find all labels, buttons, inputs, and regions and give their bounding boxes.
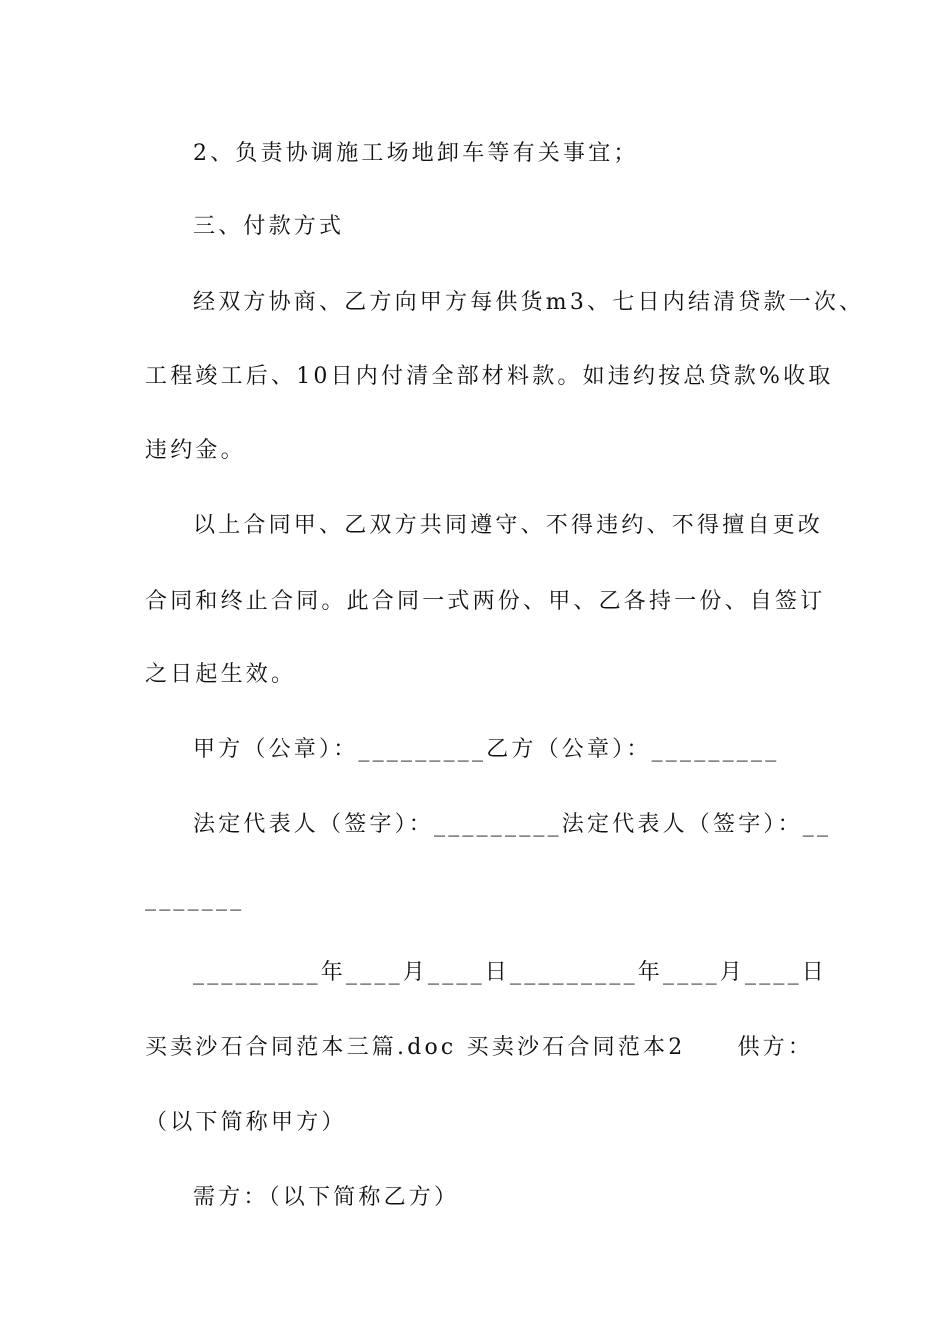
seal-line: 甲方（公章）：_________乙方（公章）：_________ xyxy=(193,737,780,762)
clause-2-text: 2、负责协调施工场地卸车等有关事宜； xyxy=(193,141,639,166)
paragraph-compliance-line-3: 之日起生效。 xyxy=(145,662,297,687)
document-title-text: 买卖沙石合同范本三篇.doc 买卖沙石合同范本2 xyxy=(145,1035,686,1060)
paragraph-payment-line-2: 工程竣工后、10日内付清全部材料款。如违约按总贷款%收取 xyxy=(145,364,834,389)
paragraph-payment-line-3: 违约金。 xyxy=(145,438,246,463)
signature-line-continuation: _______ xyxy=(145,886,245,911)
paragraph-compliance-line-2: 合同和终止合同。此合同一式两份、甲、乙各持一份、自签订 xyxy=(145,589,826,614)
supplier-label: 供方： xyxy=(737,1035,814,1060)
paragraph-compliance-line-1: 以上合同甲、乙双方共同遵守、不得违约、不得擅自更改 xyxy=(193,513,824,538)
date-line: _________年____月____日_________年____月____日 xyxy=(193,960,828,985)
section-heading-payment: 三、付款方式 xyxy=(193,214,345,239)
supplier-abbreviation: （以下简称甲方） xyxy=(145,1110,347,1135)
representative-signature-line: 法定代表人（签字）：_________法定代表人（签字）：__ xyxy=(193,812,832,837)
document-title-line xyxy=(145,1033,813,1063)
paragraph-payment-line-1: 经双方协商、乙方向甲方每供货m3、七日内结清贷款一次、 xyxy=(193,290,865,315)
buyer-label: 需方：（以下简称乙方） xyxy=(193,1185,460,1210)
